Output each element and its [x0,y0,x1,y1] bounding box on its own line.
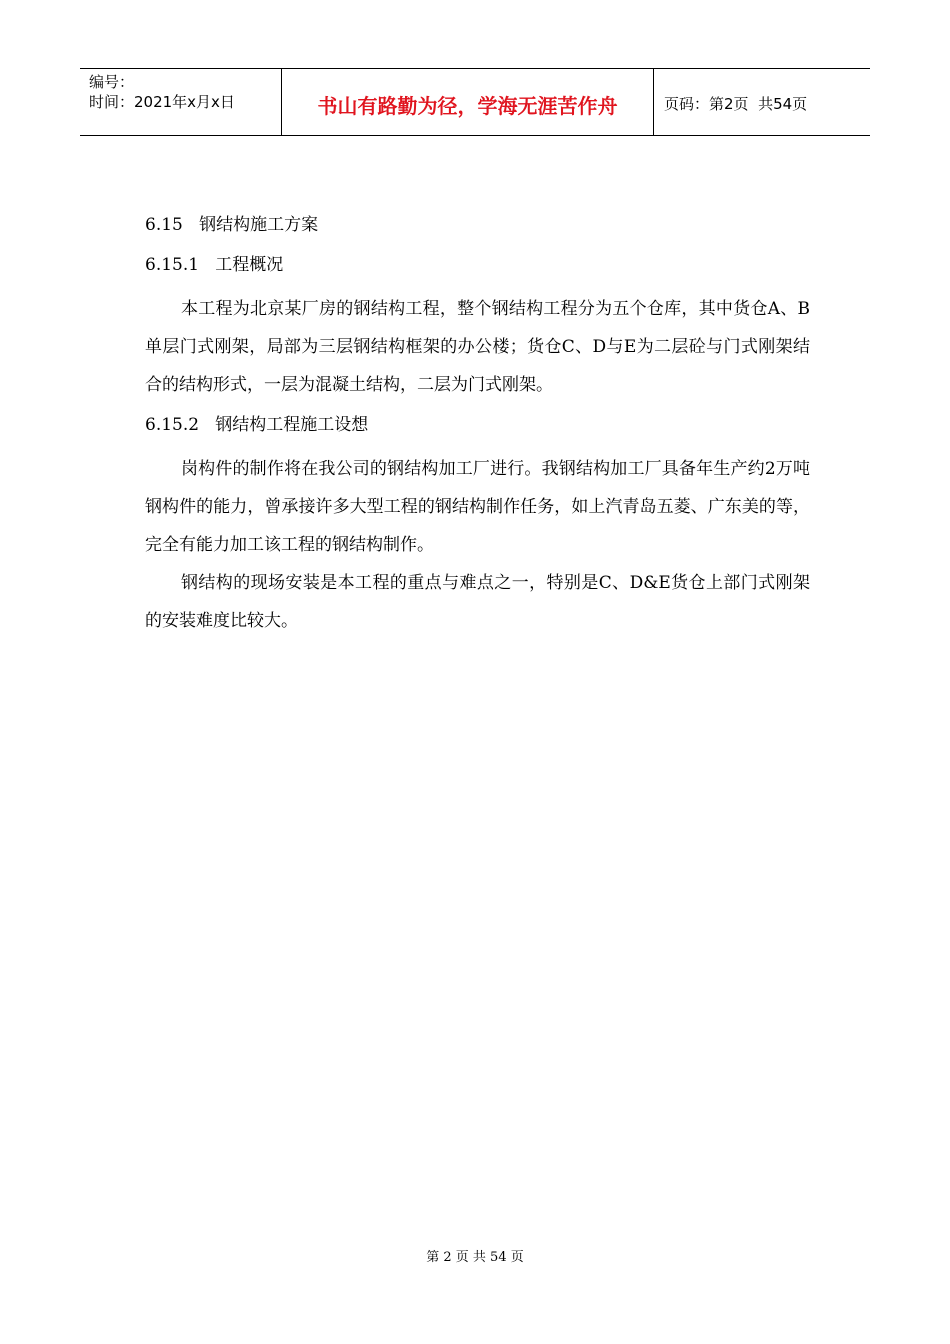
page-footer: 第 2 页 共 54 页 [426,1250,524,1265]
header-motto-cell [281,69,654,135]
paragraph-project-overview: 本工程为北京某厂房的钢结构工程，整个钢结构工程分为五个仓库，其中货仓A、B单层门式刚架，局部为三层钢结构框架的办公楼；货仓C、D与E为二层砼与门式刚架结合的结构形式，一层为混凝土结构，二层为门式刚架。 [145,299,810,395]
header-page-info: 页码：第2页 共54页 [664,94,808,113]
header-motto: 书山有路勤为径，学海无涯苦作舟 [317,93,618,118]
header-page-cell [654,69,870,135]
document-header [80,68,870,136]
section-heading-6-15-1: 6.15.1 工程概况 [145,255,284,275]
section-heading-6-15: 6.15 钢结构施工方案 [145,215,319,235]
paragraph-fabrication: 岗构件的制作将在我公司的钢结构加工厂进行。我钢结构加工厂具备年生产约2万吨钢构件的能力，曾承接许多大型工程的钢结构制作任务，如上汽青岛五菱、广东美的等，完全有能力加工该工程的钢结构制作。 [145,459,810,555]
header-meta-cell [80,69,281,135]
document-number-label: 编号： [89,73,135,91]
section-heading-6-15-2: 6.15.2 钢结构工程施工设想 [145,415,369,435]
document-date: 时间：2021年x月x日 [89,93,235,111]
document-body [145,210,810,640]
paragraph-installation: 钢结构的现场安装是本工程的重点与难点之一，特别是C、D&E货仓上部门式刚架的安装难度比较大。 [145,573,810,631]
